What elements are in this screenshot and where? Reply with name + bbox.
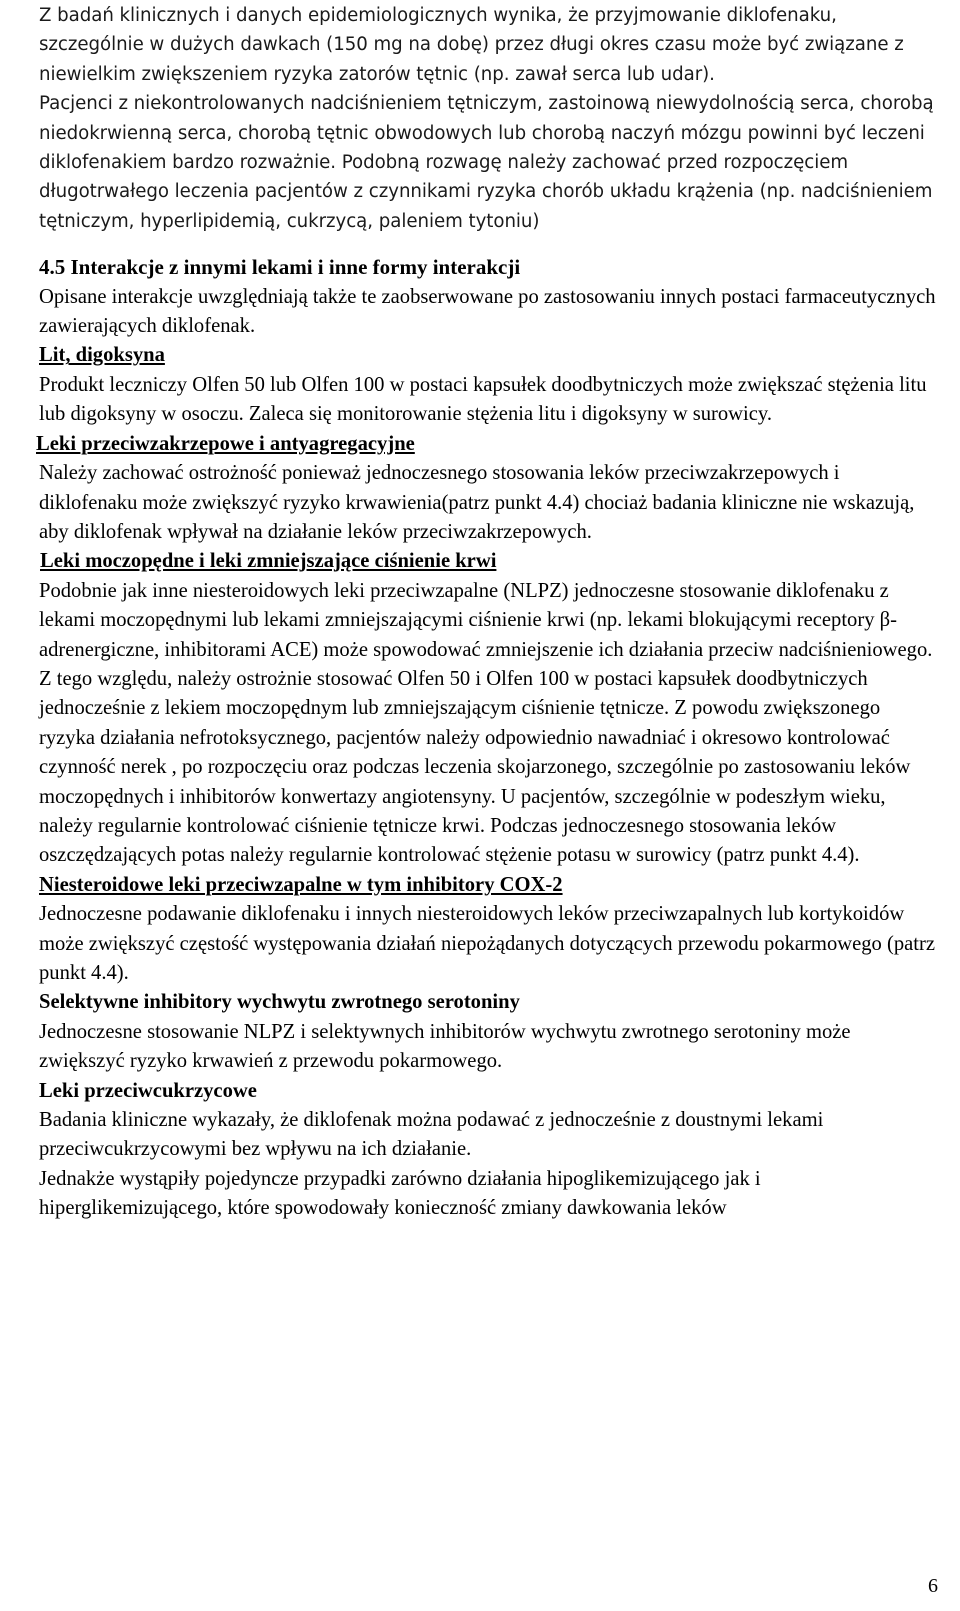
section-heading: 4.5 Interakcje z innymi lekami i inne formy interakcji	[39, 255, 521, 280]
subsection-heading-anticoagulants: Leki przeciwzakrzepowe i antyagregacyjne	[36, 432, 415, 455]
intro-text-2: Pacjenci z niekontrolowanych nadciśnieniem tętniczym, zastoinową niewydolnością serca, chorobą niedokrwienną serca, chorobą tętnic obwodowych lub chorobą naczyń mózgu powinni być leczeni diklofenakiem bardzo rozważnie. Podobną rozwagę należy zachować przed rozpoczęciem długotrwałego leczenia pacjentów z czynnikami ryzyka chorób układu krążenia (np. nadciśnieniem tętniczym, hyperlipidemią, cukrzycą, paleniem tytoniu)	[39, 93, 934, 232]
intro-text-1: Z badań klinicznych i danych epidemiologicznych wynika, że przyjmowanie diklofenaku, szczególnie w dużych dawkach (150 mg na dobę) przez długi okres czasu może być związane z niewielkim zwiększeniem ryzyka zatorów tętnic (np. zawał serca lub udar).	[39, 5, 904, 85]
subsection-text-anticoagulants: Należy zachować ostrożność ponieważ jednoczesnego stosowania leków przeciwzakrzepowych i diklofenaku może zwiększyć ryzyko krwawienia(patrz punkt 4.4) chociaż badania kliniczne nie wskazują, aby diklofenak wpływał na działanie leków przeciwzakrzepowych.	[39, 462, 915, 543]
subsection-text-diuretics: Podobnie jak inne niesteroidowych leki przeciwzapalne (NLPZ) jednoczesne stosowanie diklofenaku z lekami moczopędnymi lub lekami zmniejszającymi ciśnienie krwi (np. lekami blokującymi receptory β-adrenergiczne, inhibitorami ACE) może spowodować zmniejszenie ich działania przeciw nadciśnieniowego. Z tego względu, należy ostrożnie stosować Olfen 50 i Olfen 100 w postaci kapsułek doodbytniczych jednocześnie z lekiem moczopędnym lub zmniejszającym ciśnienie tętnicze. Z powodu zwiększonego ryzyka działania nefrotoksycznego, pacjentów należy odpowiednio nawadniać i okresowo kontrolować czynność nerek , po rozpoczęciu oraz podczas leczenia skojarzonego, szczególnie po zastosowaniu leków moczopędnych i inhibitorów konwertazy angiotensyny. U pacjentów, szczególnie w podeszłym wieku, należy regularnie kontrolować ciśnienie tętnicze krwi. Podczas jednoczesnego stosowania leków oszczędzających potas należy regularnie kontrolować stężenie potasu w surowicy (patrz punkt 4.4).	[39, 579, 933, 867]
subsection-heading-nsaids: Niesteroidowe leki przeciwzapalne w tym inhibitory COX-2	[39, 873, 563, 896]
subsection-text-ssri: Jednoczesne stosowanie NLPZ i selektywnych inhibitorów wychwytu zwrotnego serotoniny może zwiększyć ryzyko krwawień z przewodu pokarmowego.	[39, 1020, 851, 1073]
intro-paragraph	[39, 0, 940, 236]
subsection-text-antidiabetics: Badania kliniczne wykazały, że diklofenak można podawać z jednocześnie z doustnymi lekami przeciwcukrzycowymi bez wpływu na ich działanie.	[39, 1109, 824, 1161]
section-intro: Opisane interakcje uwzględniają także te zaobserwowane po zastosowaniu innych postaci farmaceutycznych zawierających diklofenak.	[39, 285, 936, 338]
subsection-heading-antidiabetics: Leki przeciwcukrzycowe	[39, 1079, 257, 1102]
subsection-heading-diuretics: Leki moczopędne i leki zmniejszające ciśnienie krwi	[40, 550, 497, 573]
subsection-text-lithium: Produkt leczniczy Olfen 50 lub Olfen 100 w postaci kapsułek doodbytniczych może zwiększać stężenia litu lub digoksyny w osoczu. Zaleca się monitorowanie stężenia litu i digoksyny w surowicy.	[39, 373, 927, 426]
page-number: 6	[928, 1574, 938, 1597]
subsection-text-antidiabetics-2: Jednakże wystąpiły pojedyncze przypadki zarówno działania hipoglikemizującego jak i hiperglikemizującego, które spowodowały konieczność zmiany dawkowania leków	[39, 1167, 761, 1220]
subsection-heading-lithium: Lit, digoksyna	[39, 344, 165, 367]
subsection-heading-ssri: Selektywne inhibitory wychwytu zwrotnego serotoniny	[39, 991, 520, 1014]
subsection-text-nsaids: Jednoczesne podawanie diklofenaku i innych niesteroidowych leków przeciwzapalnych lub kortykoidów może zwiększyć częstość występowania działań niepożądanych dotyczących przewodu pokarmowego (patrz punkt 4.4).	[39, 903, 936, 984]
